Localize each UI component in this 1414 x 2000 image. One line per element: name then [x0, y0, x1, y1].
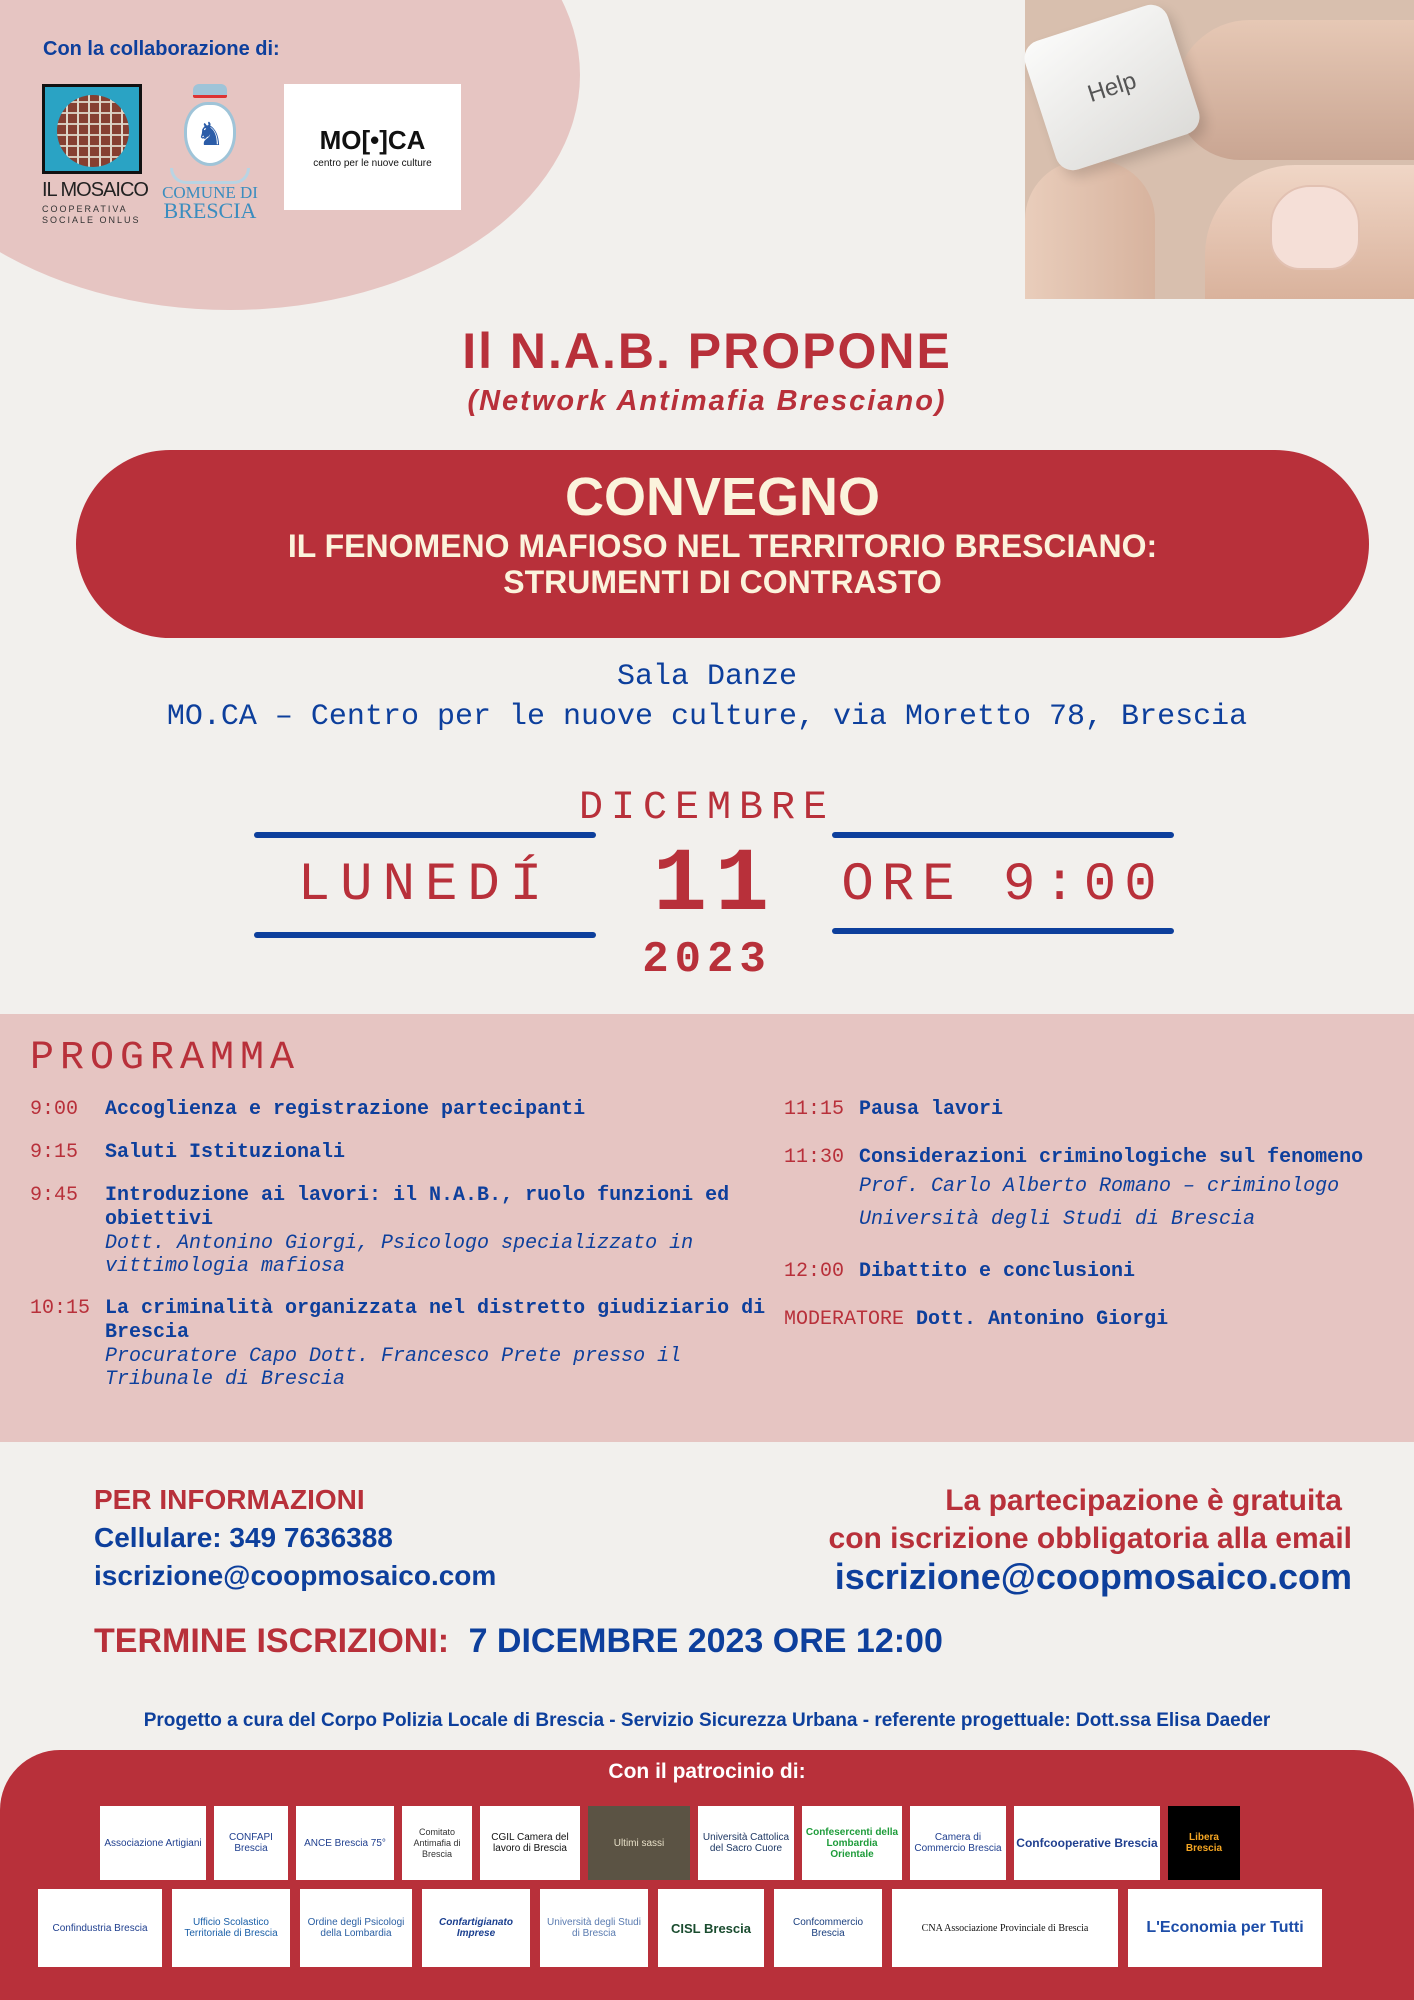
event-title-line1: IL FENOMENO MAFIOSO NEL TERRITORIO BRESCIANO: — [287, 528, 1158, 564]
free-participation-text: La partecipazione è gratuita — [945, 1484, 1342, 1517]
program-item — [30, 1141, 770, 1165]
sponsor-name: Confindustria Brescia — [52, 1922, 148, 1934]
comune-line1: COMUNE DI — [162, 183, 258, 202]
sponsor-name: Camera di Commercio Brescia — [914, 1832, 1002, 1854]
program-item-speaker: Prof. Carlo Alberto Romano – criminologo Università degli Studi di Brescia — [859, 1175, 1340, 1231]
program-item — [784, 1146, 1404, 1236]
deadline-value: 7 DICEMBRE 2023 ORE 12:00 — [468, 1622, 943, 1660]
il-mosaico-logo — [42, 84, 148, 239]
sponsor-name: Università Cattolica del Sacro Cuore — [702, 1832, 790, 1854]
venue-address: MO.CA – Centro per le nuove culture, via Moretto 78, Brescia — [166, 700, 1248, 734]
program-item-title: La criminalità organizzata nel distretto giudiziario di Brescia — [105, 1297, 766, 1344]
program-item — [784, 1260, 1404, 1284]
sponsor-logo — [1128, 1889, 1322, 1967]
divider-bottom-right — [832, 928, 1174, 934]
program-item-title: Pausa lavori — [859, 1098, 1004, 1121]
program-item — [30, 1184, 770, 1278]
sponsor-logo — [100, 1806, 206, 1880]
page-title: Il N.A.B. PROPONE — [462, 323, 952, 379]
sponsor-logo — [774, 1889, 882, 1967]
sponsor-name: Confartigianato Imprese — [439, 1917, 513, 1939]
mosaico-title: IL MOSAICO — [42, 179, 148, 201]
sponsor-logo — [658, 1889, 764, 1967]
program-item — [784, 1098, 1404, 1122]
sponsor-logo — [300, 1889, 412, 1967]
program-item-title: Introduzione ai lavori: il N.A.B., ruolo funzioni ed obiettivi — [105, 1184, 730, 1231]
moca-tagline: centro per le nuove culture — [313, 158, 432, 169]
program-time: 9:15 — [30, 1141, 79, 1164]
divider-top-left — [254, 832, 596, 838]
sponsor-name: Confcommercio Brescia — [792, 1917, 864, 1939]
sponsor-logo — [892, 1889, 1118, 1967]
comune-brescia-logo — [160, 84, 260, 240]
sponsor-logo — [540, 1889, 648, 1967]
sponsor-logo — [480, 1806, 580, 1880]
date-weekday: LUNEDÍ — [297, 855, 553, 916]
sponsor-name: Ultimi sassi — [613, 1837, 665, 1849]
help-key-icon — [1020, 0, 1204, 175]
sponsor-name: CNA Associazione Provinciale di Brescia — [921, 1922, 1089, 1934]
sponsor-name: Associazione Artigiani — [104, 1837, 202, 1849]
date-time: ORE 9:00 — [841, 855, 1165, 916]
sponsor-logo — [422, 1889, 530, 1967]
sponsor-logo — [1168, 1806, 1240, 1880]
program-time: 11:30 — [784, 1146, 845, 1169]
sponsor-logo — [402, 1806, 472, 1880]
sponsor-logo — [910, 1806, 1006, 1880]
program-item-title: Considerazioni criminologiche sul fenomeno — [859, 1146, 1364, 1169]
program-left-column — [30, 1098, 770, 1410]
date-month: DICEMBRE — [578, 786, 836, 831]
info-email-link[interactable]: iscrizione@coopmosaico.com — [94, 1560, 497, 1591]
sponsor-name: CONFAPI Brescia — [229, 1832, 273, 1854]
sponsor-logo — [172, 1889, 290, 1967]
collaboration-label: Con la collaborazione di: — [43, 38, 280, 60]
mosaico-line1: COOPERATIVA — [42, 204, 128, 214]
info-phone[interactable]: Cellulare: 349 7636388 — [94, 1522, 393, 1553]
sponsor-logo — [214, 1806, 288, 1880]
sponsor-name: Ufficio Scolastico Territoriale di Brescia — [184, 1917, 278, 1939]
divider-top-right — [832, 832, 1174, 838]
program-time: 9:45 — [30, 1184, 79, 1207]
moderator-name: Dott. Antonino Giorgi — [916, 1308, 1169, 1331]
sponsor-logo — [38, 1889, 162, 1967]
sponsor-name: Ordine degli Psicologi della Lombardia — [307, 1917, 405, 1939]
program-item — [30, 1297, 770, 1391]
program-item-title: Saluti Istituzionali — [105, 1141, 346, 1164]
lion-crest-icon: ♞ — [184, 102, 236, 166]
sponsor-logo — [1014, 1806, 1160, 1880]
program-item-speaker: Dott. Antonino Giorgi, Psicologo specializzato in vittimologia mafiosa — [105, 1232, 694, 1278]
date-day: 11 — [652, 835, 778, 937]
sponsor-name: Università degli Studi di Brescia — [547, 1917, 641, 1939]
sponsor-logo — [802, 1806, 902, 1880]
program-time: 12:00 — [784, 1260, 845, 1283]
moca-logo — [284, 84, 461, 210]
program-item — [30, 1098, 770, 1122]
mosaico-line2: SOCIALE ONLUS — [42, 215, 141, 225]
registration-email-link[interactable]: iscrizione@coopmosaico.com — [834, 1556, 1352, 1597]
sponsor-logo — [296, 1806, 394, 1880]
program-item-title: Dibattito e conclusioni — [859, 1260, 1136, 1283]
moderator-label: MODERATORE — [784, 1308, 905, 1331]
venue-room: Sala Danze — [616, 660, 798, 694]
sponsor-name: Confesercenti della Lombardia Orientale — [805, 1826, 899, 1860]
program-right-column — [784, 1098, 1404, 1331]
date-year: 2023 — [642, 935, 772, 985]
sponsor-name: Comitato Antimafia di Brescia — [413, 1826, 461, 1859]
sponsor-name: Libera Brescia — [1185, 1832, 1223, 1854]
program-time: 9:00 — [30, 1098, 79, 1121]
sponsors-title: Con il patrocinio di: — [608, 1760, 806, 1783]
mosaic-globe-icon — [42, 84, 142, 174]
registration-requirement-text: con iscrizione obbligatoria alla email — [828, 1522, 1352, 1555]
program-time: 11:15 — [784, 1098, 845, 1121]
event-banner — [76, 450, 1369, 638]
registration-deadline — [94, 1622, 943, 1661]
moca-mark: MO[•]CA — [319, 125, 426, 155]
help-key-photo — [1025, 0, 1414, 299]
event-title-line2: STRUMENTI DI CONTRASTO — [503, 564, 942, 600]
sponsor-logo — [698, 1806, 794, 1880]
deadline-label: TERMINE ISCRIZIONI: — [94, 1622, 450, 1660]
page-subtitle: (Network Antimafia Bresciano) — [467, 385, 947, 417]
help-key-label: Help — [1084, 66, 1140, 108]
program-item-title: Accoglienza e registrazione partecipanti — [105, 1098, 586, 1121]
comune-line2: BRESCIA — [163, 198, 257, 223]
program-title: PROGRAMMA — [30, 1036, 301, 1081]
info-heading: PER INFORMAZIONI — [94, 1484, 365, 1515]
sponsor-name: ANCE Brescia 75° — [304, 1837, 386, 1849]
sponsor-name: Confcooperative Brescia — [1016, 1835, 1158, 1850]
wreath-icon — [170, 168, 250, 184]
program-time: 10:15 — [30, 1297, 91, 1320]
sponsor-logo — [588, 1806, 690, 1880]
sponsor-name: CGIL Camera del lavoro di Brescia — [491, 1832, 569, 1854]
sponsor-row-1 — [100, 1806, 1304, 1880]
moderator — [784, 1308, 1404, 1331]
event-type: CONVEGNO — [564, 467, 881, 527]
sponsor-name: L'Economia per Tutti — [1146, 1919, 1304, 1936]
project-note: Progetto a cura del Corpo Polizia Locale di Brescia - Servizio Sicurezza Urbana - referente progettuale: Dott.ssa Elisa Daeder — [143, 1710, 1271, 1731]
program-item-speaker: Procuratore Capo Dott. Francesco Prete presso il Tribunale di Brescia — [105, 1345, 682, 1391]
sponsor-name: CISL Brescia — [671, 1920, 751, 1936]
crown-icon — [193, 84, 227, 98]
sponsor-row-2 — [38, 1889, 1366, 1967]
